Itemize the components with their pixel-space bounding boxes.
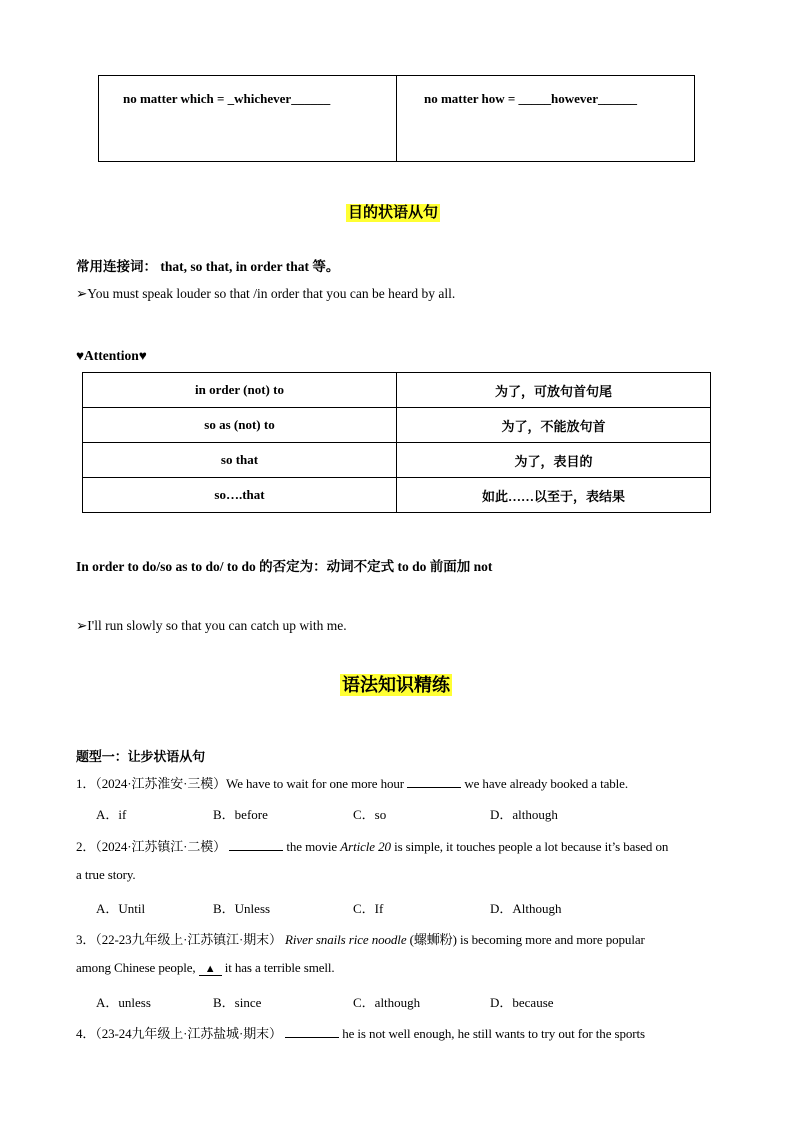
option-a: A．Until [96, 901, 146, 916]
table-cell: 为了，可放句首句尾 [397, 373, 711, 408]
table-cell: in order (not) to [83, 373, 397, 408]
table-row [83, 478, 711, 513]
table-cell: 如此……以至于，表结果 [397, 478, 711, 513]
comparison-table [98, 75, 695, 162]
comparison-cell-how [396, 76, 694, 161]
option-b: B．since [213, 995, 262, 1010]
question-text: 4．（23-24九年级上·江苏盐城·期末） [76, 1026, 282, 1041]
question-4 [76, 1023, 645, 1042]
comparison-cell-which [99, 76, 396, 161]
option-a: A．if [96, 807, 127, 822]
table-cell: 为了，不能放句首 [397, 408, 711, 443]
section-title-text: 语法知识精练 [342, 675, 450, 695]
question-text: the movie [286, 839, 338, 854]
movie-title: Article 20 [340, 839, 391, 854]
food-name: River snails rice noodle [285, 932, 407, 947]
question-3 [76, 929, 645, 948]
table-row [83, 373, 711, 408]
table-cell: 为了，表目的 [397, 443, 711, 478]
question-text: 2．（2024·江苏镇江·二模） [76, 839, 227, 854]
cell-text: no matter how = _____however______ [424, 91, 637, 106]
question-type-label: 题型一：让步状语从句 [76, 749, 206, 764]
table-cell: so that [83, 443, 397, 478]
table-row [83, 408, 711, 443]
table-cell: so….that [83, 478, 397, 513]
question-2-continued: a true story. [76, 867, 136, 882]
option-b: B．before [213, 807, 268, 822]
section-title-purpose [346, 201, 440, 222]
question-text: 1．（2024·江苏淮安·三模）We have to wait for one more hour [76, 776, 405, 791]
option-a: A．unless [96, 995, 151, 1010]
question-text: it has a terrible smell. [224, 960, 335, 975]
example-sentence: ➢You must speak louder so that /in order that you can be heard by all. [76, 286, 456, 301]
negation-note: In order to do/so as to do/ to do 的否定为：动词不定式 to do 前面加 not [76, 559, 493, 574]
answer-blank [229, 850, 283, 851]
option-d: D．although [490, 807, 558, 822]
answer-blank [285, 1037, 339, 1038]
table-cell: so as (not) to [83, 408, 397, 443]
question-text: he is not well enough, he still wants to try out for the sports [342, 1026, 645, 1041]
question-3-continued [76, 960, 335, 976]
option-d: D．because [490, 995, 554, 1010]
attention-table [82, 372, 711, 513]
option-c: C．so [353, 807, 387, 822]
option-c: C．although [353, 995, 421, 1010]
cell-text: no matter which = _whichever______ [123, 91, 331, 106]
question-text: 3．（22-23九年级上·江苏镇江·期末） [76, 932, 282, 947]
option-c: C．If [353, 901, 384, 916]
triangle-blank-icon: ▲ [199, 963, 222, 976]
option-b: B．Unless [213, 901, 271, 916]
answer-blank [407, 787, 461, 788]
question-2 [76, 836, 668, 855]
example-sentence-2: ➢I'll run slowly so that you can catch up with me. [76, 618, 347, 633]
question-text: among Chinese people, [76, 960, 196, 975]
question-text: (螺蛳粉) is becoming more and more popular [409, 932, 645, 947]
conjunctions-line: 常用连接词： that, so that, in order that 等。 [76, 259, 340, 274]
section-title-text: 目的状语从句 [348, 205, 439, 221]
question-text: we have already booked a table. [464, 776, 628, 791]
option-d: D．Although [490, 901, 562, 916]
table-row [83, 443, 711, 478]
question-1 [76, 773, 628, 792]
section-title-practice [340, 671, 452, 697]
attention-label: ♥Attention♥ [76, 348, 147, 363]
question-text: is simple, it touches people a lot because it’s based on [394, 839, 669, 854]
